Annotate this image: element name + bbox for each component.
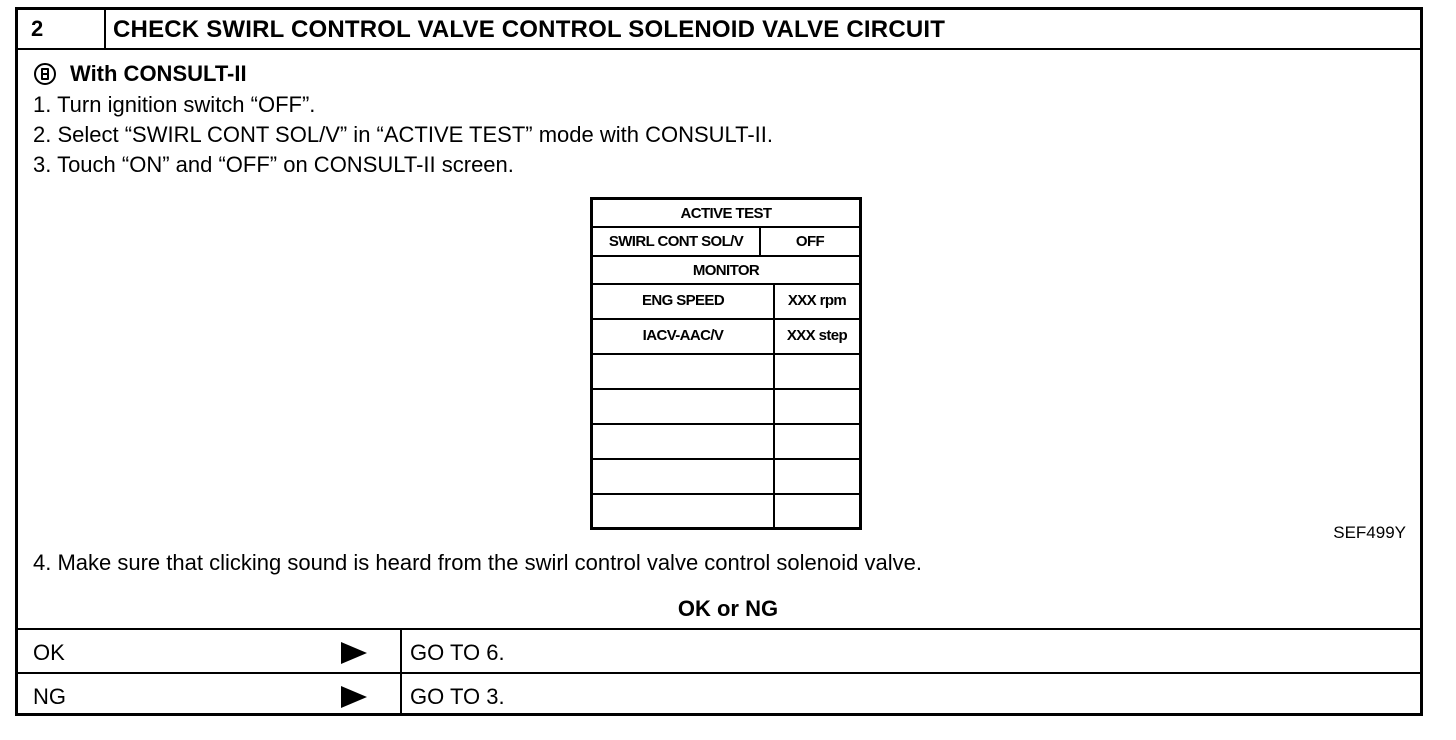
step-title: CHECK SWIRL CONTROL VALVE CONTROL SOLENOID VALVE CIRCUIT: [113, 16, 946, 43]
screen-title: ACTIVE TEST: [680, 205, 772, 222]
screen-row-value: XXX rpm: [787, 292, 847, 309]
consult-tool-icon: [34, 63, 56, 85]
step-number: 2: [31, 16, 44, 41]
result-column-divider: [400, 629, 402, 715]
arrow-right-icon: [341, 686, 367, 708]
result-ok-action: GO TO 6.: [410, 640, 505, 665]
result-divider-top: [15, 628, 1423, 630]
step-1: 1. Turn ignition switch “OFF”.: [33, 92, 316, 117]
figure-code: SEF499Y: [1333, 523, 1406, 542]
step-4: 4. Make sure that clicking sound is heard from the swirl control valve control solenoid valve.: [33, 550, 922, 575]
step-2: 2. Select “SWIRL CONT SOL/V” in “ACTIVE TEST” mode with CONSULT-II.: [33, 122, 774, 147]
arrow-right-icon: [341, 642, 367, 664]
result-ok-label: OK: [33, 640, 65, 665]
step-3: 3. Touch “ON” and “OFF” on CONSULT-II screen.: [33, 152, 514, 177]
screen-test-value: OFF: [795, 233, 825, 250]
screen-row-label: IACV-AAC/V: [642, 327, 724, 344]
judgement-title: OK or NG: [677, 596, 779, 621]
result-divider-middle: [15, 672, 1423, 674]
method-title: With CONSULT-II: [70, 61, 247, 86]
screen-row-label: ENG SPEED: [641, 292, 725, 309]
result-ng-action: GO TO 3.: [410, 684, 505, 709]
header-number-divider: [104, 7, 106, 49]
screen-row-value: XXX step: [786, 327, 848, 344]
header-divider: [15, 48, 1423, 50]
result-ng-label: NG: [33, 684, 66, 709]
screen-monitor-label: MONITOR: [692, 262, 760, 279]
consult-screen-figure: [590, 197, 862, 530]
screen-test-item: SWIRL CONT SOL/V: [608, 233, 744, 250]
